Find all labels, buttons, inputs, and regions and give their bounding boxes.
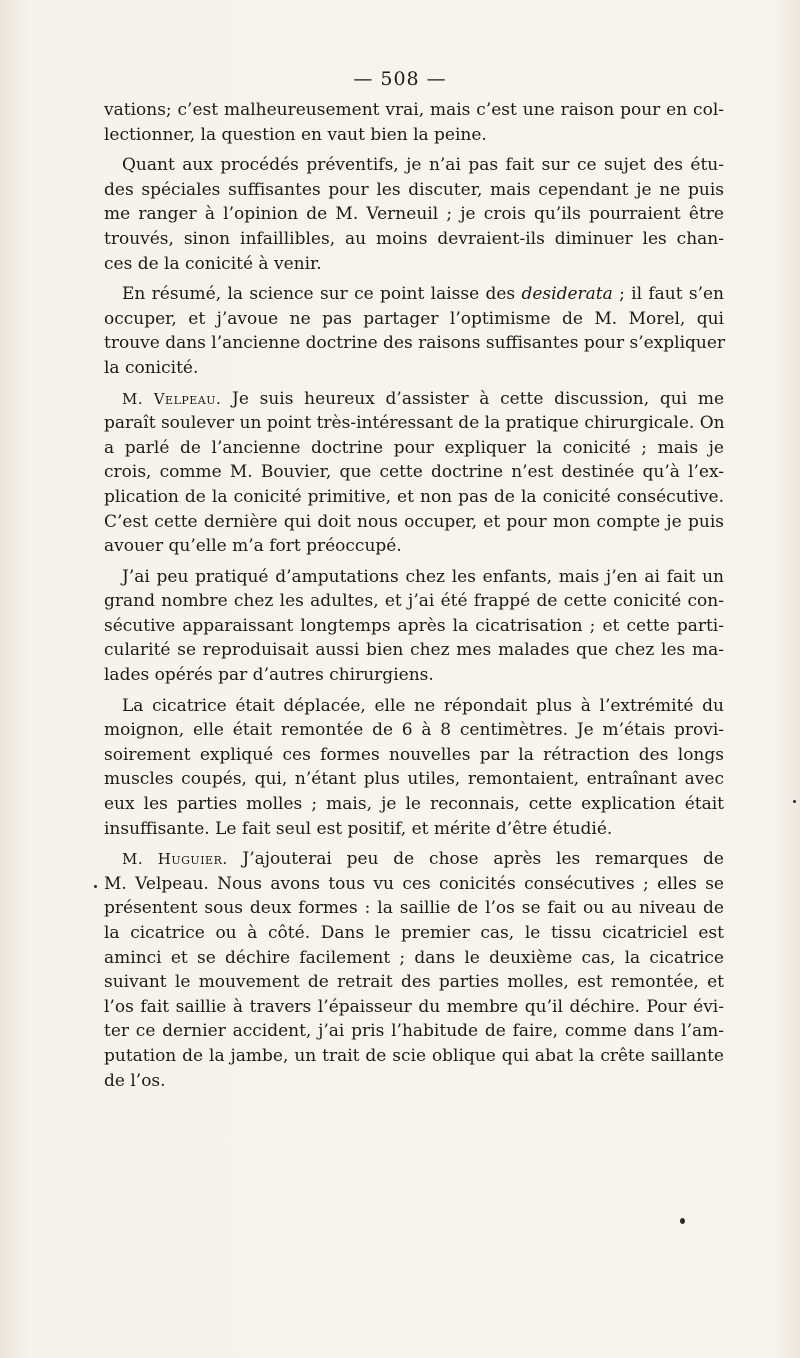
text-line: trouvés, sinon infaillibles, au moins devraient-ils diminuer les chan- xyxy=(104,228,724,249)
text-line: lades opérés par d’autres chirurgiens. xyxy=(104,665,434,686)
text-line: suivant le mouvement de retrait des parties molles, est remontée, et xyxy=(104,972,724,993)
paragraph-3 xyxy=(104,282,724,380)
text-line: l’os fait saillie à travers l’épaisseur du membre qu’il déchire. Pour évi- xyxy=(104,996,724,1017)
paragraph-7 xyxy=(104,847,724,1093)
paragraph-5 xyxy=(104,565,724,688)
text-line: grand nombre chez les adultes, et j’ai été frappé de cette conicité con- xyxy=(104,591,724,612)
ink-speck xyxy=(94,885,97,888)
speaker-name: M. Huguier. xyxy=(122,850,228,869)
text-line: avouer qu’elle m’a fort préoccupé. xyxy=(104,536,402,557)
text-line: sécutive apparaissant longtemps après la cicatrisation ; et cette parti- xyxy=(104,615,724,636)
text-line: lectionner, la question en vaut bien la peine. xyxy=(104,124,487,145)
paragraph-4 xyxy=(104,387,724,559)
text-line: C’est cette dernière qui doit nous occuper, et pour mon compte je puis xyxy=(104,511,724,532)
text-line xyxy=(104,847,724,872)
text-line: J’ai peu pratiqué d’amputations chez les enfants, mais j’en ai fait un xyxy=(122,566,724,587)
text-line: a parlé de l’ancienne doctrine pour expliquer la conicité ; mais je xyxy=(104,437,724,458)
paragraph-2 xyxy=(104,153,724,276)
body-text xyxy=(104,98,724,1099)
text-line: paraît soulever un point très-intéressant de la pratique chirurgicale. On xyxy=(104,413,725,434)
text-line: M. Velpeau. Nous avons tous vu ces conicités consécutives ; elles se xyxy=(104,873,724,894)
ink-speck xyxy=(680,1218,685,1224)
text-line: insuffisante. Le fait seul est positif, et mérite d’être étudié. xyxy=(104,818,613,839)
speaker-name: M. Velpeau. xyxy=(122,389,222,408)
text-run: J’ajouterai peu de chose après les remarques de xyxy=(227,849,724,870)
text-line: vations; c’est malheureusement vrai, mais c’est une raison pour en col- xyxy=(104,100,724,120)
text-line: putation de la jambe, un trait de scie oblique qui abat la crête saillante xyxy=(104,1045,724,1066)
text-run: En résumé, la science sur ce point laisse des xyxy=(122,284,516,305)
text-line: plication de la conicité primitive, et non pas de la conicité consécutive. xyxy=(104,486,724,507)
page-number: — 508 — xyxy=(353,68,447,90)
text-line: me ranger à l’opinion de M. Verneuil ; je crois qu’ils pourraient être xyxy=(104,204,724,225)
text-line: de l’os. xyxy=(104,1070,166,1091)
paragraph-1 xyxy=(104,98,724,147)
text-line: ter ce dernier accident, j’ai pris l’habitude de faire, comme dans l’am- xyxy=(104,1021,724,1042)
text-line: soirement expliqué ces formes nouvelles par la rétraction des longs xyxy=(104,744,724,765)
text-line xyxy=(104,282,724,307)
text-line xyxy=(104,387,724,412)
text-line: la cicatrice ou à côté. Dans le premier cas, le tissu cicatriciel est xyxy=(104,923,724,943)
text-run: ; il faut s’en xyxy=(612,284,725,305)
text-line: Quant aux procédés préventifs, je n’ai pas fait sur ce sujet des étu- xyxy=(122,155,724,176)
text-line: moignon, elle était remontée de 6 à 8 centimètres. Je m’étais provi- xyxy=(104,720,724,741)
text-run: Je suis heureux d’assister à cette discussion, qui me xyxy=(221,388,725,409)
text-line: la conicité. xyxy=(104,357,199,378)
text-line: occuper, et j’avoue ne pas partager l’optimisme de M. Morel, qui xyxy=(104,308,724,329)
emphasized-term: desiderata xyxy=(521,284,613,305)
text-line: trouve dans l’ancienne doctrine des raisons suffisantes pour s’expliquer xyxy=(104,333,726,354)
text-line: des spéciales suffisantes pour les discuter, mais cependant je ne puis xyxy=(104,179,724,200)
text-line: présentent sous deux formes : la saillie de l’os se fait ou au niveau de xyxy=(104,898,724,919)
text-line: cularité se reproduisait aussi bien chez mes malades que chez les ma- xyxy=(104,640,724,661)
paragraph-6 xyxy=(104,694,724,842)
text-line: eux les parties molles ; mais, je le reconnais, cette explication était xyxy=(104,794,724,815)
text-line: ces de la conicité à venir. xyxy=(104,253,322,274)
text-line: La cicatrice était déplacée, elle ne répondait plus à l’extrémité du xyxy=(122,695,724,716)
ink-speck xyxy=(793,800,796,803)
text-line: aminci et se déchire facilement ; dans le deuxième cas, la cicatrice xyxy=(104,947,724,968)
text-line: crois, comme M. Bouvier, que cette doctrine n’est destinée qu’à l’ex- xyxy=(104,462,724,483)
text-line: muscles coupés, qui, n’étant plus utiles, remontaient, entraînant avec xyxy=(104,769,724,790)
